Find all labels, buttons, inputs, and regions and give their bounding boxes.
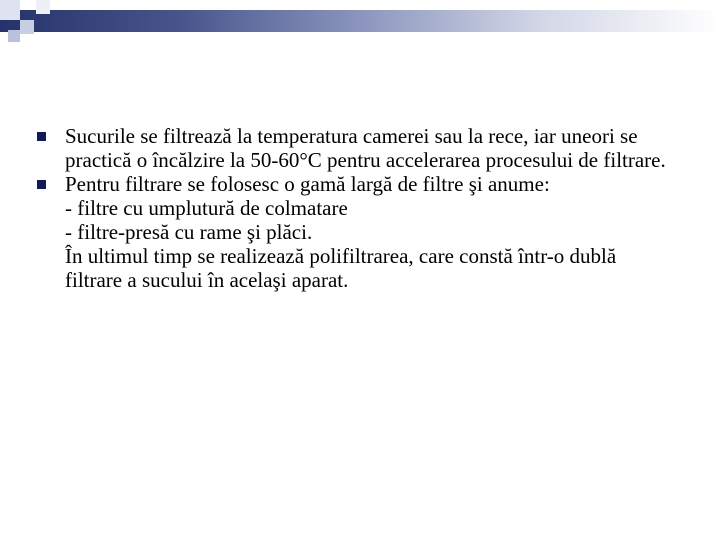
decorative-square — [0, 0, 20, 20]
decorative-square — [8, 30, 20, 42]
square-bullet-icon — [37, 180, 46, 189]
decorative-square — [20, 20, 34, 34]
header-gradient-bar — [0, 10, 720, 32]
bullet-item — [36, 124, 676, 172]
sub-line: - filtre cu umplutură de colmatare — [65, 196, 348, 220]
bullet-text: Sucurile se filtrează la temperatura camerei sau la rece, iar uneori se practică o încălzire la 50-60°C pentru accelerarea procesului de filtrare. — [65, 124, 666, 172]
bullet-text: Pentru filtrare se folosesc o gamă largă de filtre şi anume: — [65, 172, 550, 196]
sub-line: - filtre-presă cu rame şi plăci. — [65, 220, 313, 244]
bullet-item — [36, 172, 676, 196]
slide-body — [36, 124, 676, 292]
sub-line: În ultimul timp se realizează polifiltrarea, care constă într-o dublă filtrare a sucului în acelaşi aparat. — [65, 244, 617, 292]
decorative-square — [36, 0, 50, 14]
square-bullet-icon — [37, 132, 46, 141]
